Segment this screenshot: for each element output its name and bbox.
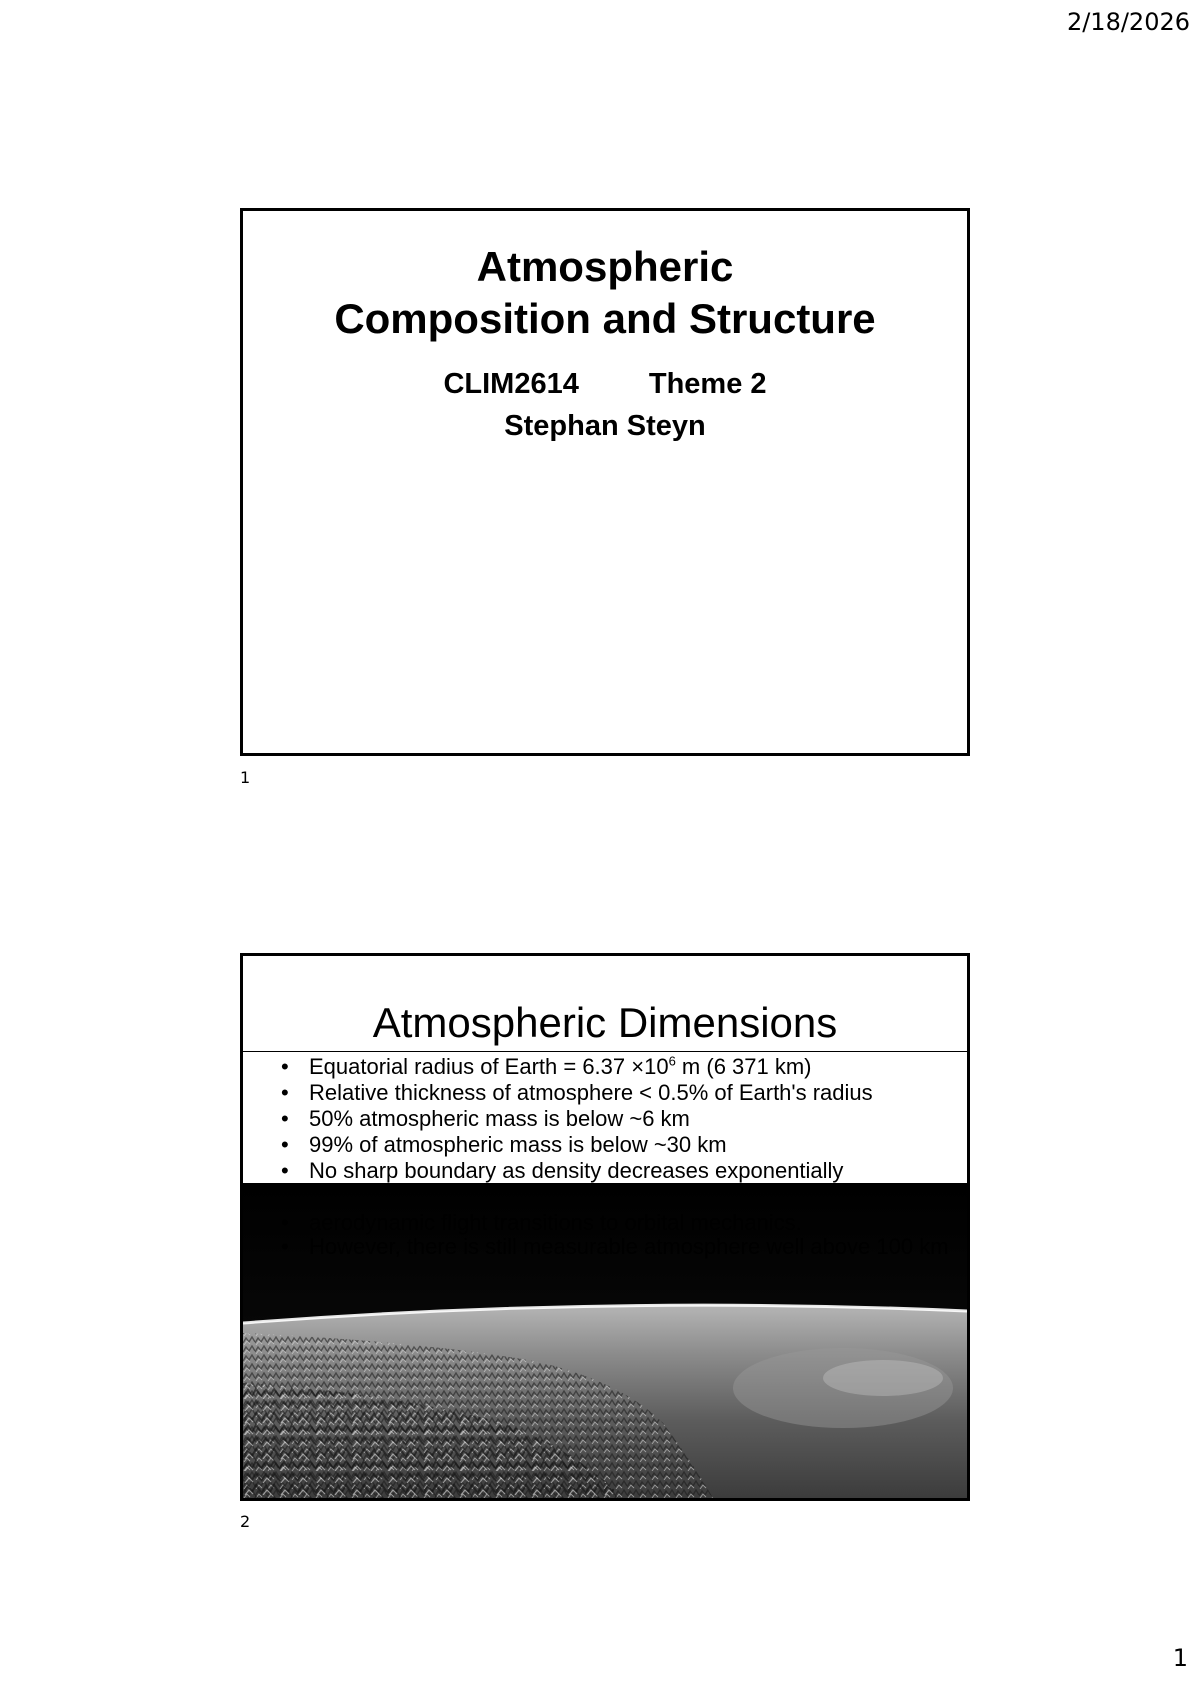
header-date: 2/18/2026	[1066, 8, 1190, 36]
slide-1-title	[243, 241, 967, 345]
bullet-item: • 50% atmospheric mass is below ~6 km	[281, 1106, 967, 1132]
slide-2	[240, 953, 970, 1501]
bullet-item: • 99% of atmospheric mass is below ~30 km	[281, 1132, 967, 1158]
slide-1	[240, 208, 970, 756]
bullet-item: • Relative thickness of atmosphere < 0.5% of Earth's radius	[281, 1080, 967, 1106]
slide-1-subtitle	[243, 363, 967, 447]
bullet-item-obscured: • However, there is still measurable atmosphere well above 100 km	[281, 1236, 967, 1258]
slide-1-title-line-1: Atmospheric	[476, 243, 734, 290]
slide-2-bullet-list	[243, 1052, 967, 1258]
course-code: CLIM2614	[443, 368, 579, 400]
slide-2-number: 2	[240, 1512, 251, 1531]
bullet-item-obscured: • aerodynamic flight transitions to orbital mechanics.	[281, 1210, 967, 1236]
author-name: Stephan Steyn	[504, 410, 706, 442]
page-number: 1	[1172, 1644, 1188, 1672]
theme-label: Theme 2	[648, 368, 767, 400]
slide-2-title: Atmospheric Dimensions	[243, 956, 967, 1052]
bullet-item: • No sharp boundary as density decreases exponentially	[281, 1158, 967, 1184]
bullet-item: • Equatorial radius of Earth = $6.37 \times 10^6$ m (6 371 km)	[281, 1054, 967, 1080]
slide-1-title-line-2: Composition and Structure	[334, 295, 876, 342]
course-theme-line	[243, 363, 967, 405]
slide-1-number: 1	[240, 768, 251, 787]
